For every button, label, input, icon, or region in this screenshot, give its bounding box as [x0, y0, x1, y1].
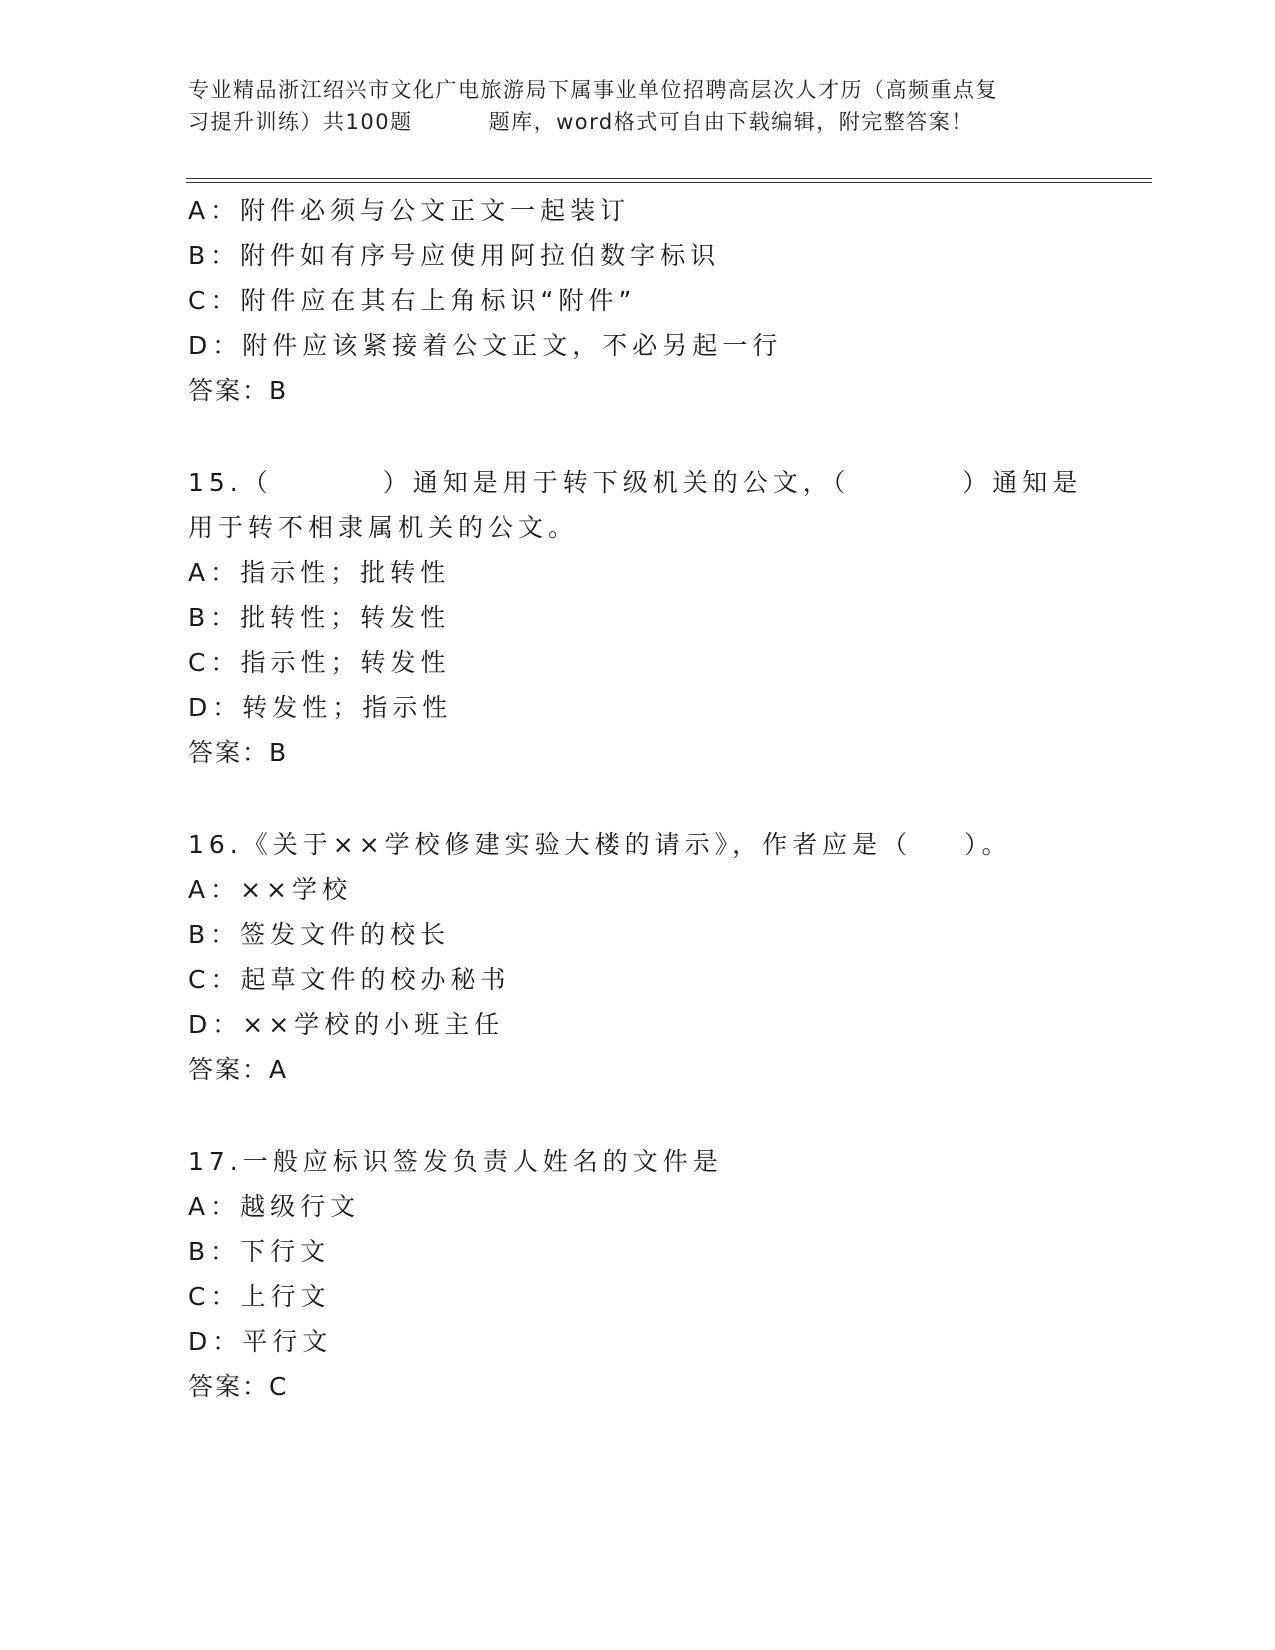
question-stem-part-b: ）。 — [964, 830, 1012, 859]
option-d: D：转发性；指示性 — [188, 693, 453, 722]
header-title-part-a: 习提升训练）共100题 — [188, 110, 413, 134]
option-a: A：附件必须与公文正文一起装订 — [188, 196, 631, 225]
question-stem-part-a: 16.《关于××学校修建实验大楼的请示》，作者应是（ — [188, 830, 913, 859]
question-stem-part-c: ）通知是 — [962, 468, 1083, 497]
option-b: B：批转性；转发性 — [188, 603, 451, 632]
question-spacer — [188, 775, 1148, 822]
option-c: C：起草文件的校办秘书 — [188, 965, 511, 994]
question-17-block — [188, 1139, 1148, 1409]
question-stem — [188, 822, 1148, 867]
header-double-rule — [186, 178, 1152, 183]
option-d: D：附件应该紧接着公文正文，不必另起一行 — [188, 331, 783, 360]
option-b: B：签发文件的校长 — [188, 920, 451, 949]
question-stem — [188, 460, 1148, 505]
answer-line: 答案：A — [188, 1055, 289, 1084]
header-title-part-b: 题库，word格式可自由下载编辑，附完整答案！ — [488, 110, 974, 134]
question-spacer — [188, 1092, 1148, 1139]
option-b: B：附件如有序号应使用阿拉伯数字标识 — [188, 241, 721, 270]
header-title-line-2 — [188, 106, 1088, 138]
option-a: A：指示性；批转性 — [188, 558, 451, 587]
answer-line: 答案：B — [188, 376, 289, 405]
question-14-block — [188, 188, 1148, 413]
question-15-block — [188, 460, 1148, 775]
document-header — [188, 74, 1088, 138]
question-list — [188, 188, 1148, 1409]
header-title-line-1: 专业精品浙江绍兴市文化广电旅游局下属事业单位招聘高层次人才历（高频重点复 — [188, 78, 998, 102]
question-spacer — [188, 413, 1148, 460]
option-a: A：××学校 — [188, 875, 352, 904]
question-stem: 17.一般应标识签发负责人姓名的文件是 — [188, 1147, 723, 1176]
answer-line: 答案：B — [188, 738, 289, 767]
answer-line: 答案：C — [188, 1372, 289, 1401]
question-stem-part-b: ）通知是用于转下级机关的公文，（ — [382, 468, 851, 497]
option-c: C：指示性；转发性 — [188, 648, 451, 677]
question-stem-part-a: 15.（ — [188, 468, 273, 497]
question-16-block — [188, 822, 1148, 1092]
option-a: A：越级行文 — [188, 1192, 361, 1221]
option-c: C：附件应在其右上角标识“附件” — [188, 286, 637, 315]
option-b: B：下行文 — [188, 1237, 331, 1266]
option-d: D：平行文 — [188, 1327, 333, 1356]
question-stem-continued: 用于转不相隶属机关的公文。 — [188, 513, 579, 542]
option-c: C：上行文 — [188, 1282, 331, 1311]
option-d: D：××学校的小班主任 — [188, 1010, 505, 1039]
